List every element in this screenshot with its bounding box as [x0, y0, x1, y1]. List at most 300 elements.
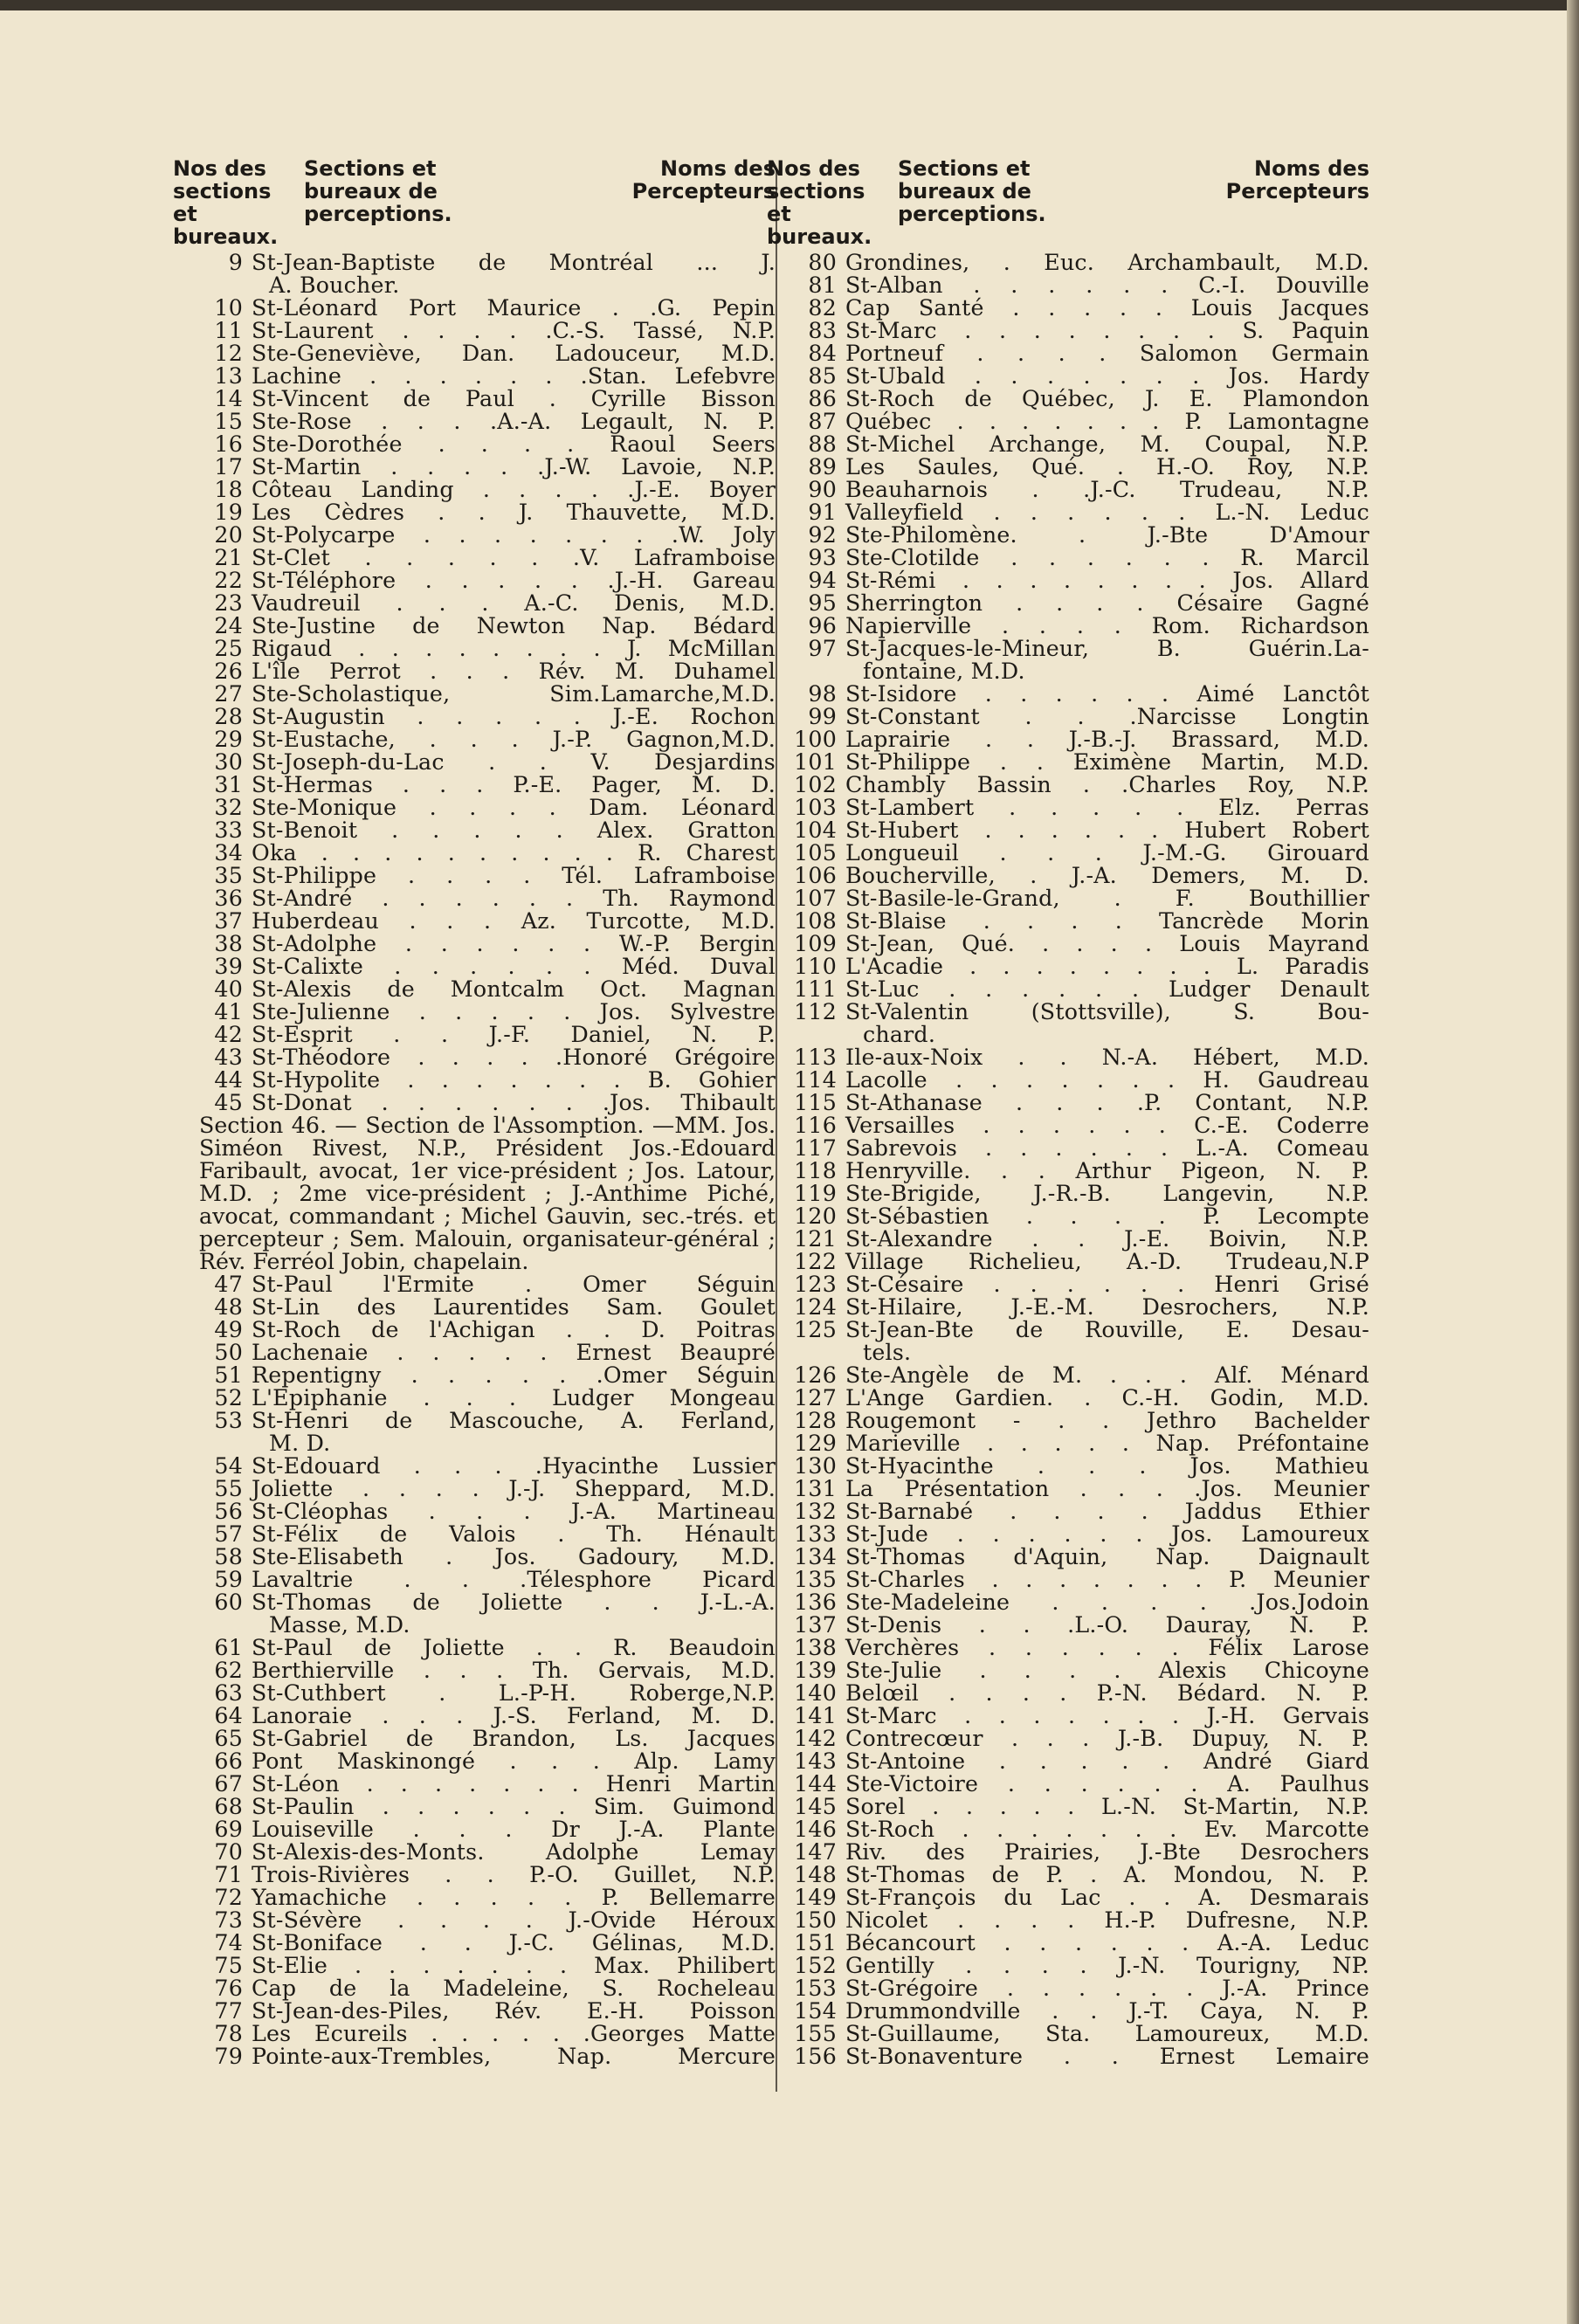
section-entry-text	[252, 1637, 776, 1659]
section-entry-text	[252, 819, 776, 842]
entry-main-text: St-Roch . . . . . . . Ev. Marcotte	[845, 1817, 1369, 1842]
entry-main-text: St-Clet . . . . . .V. Laframboise	[252, 545, 776, 570]
list-item	[793, 274, 1369, 297]
entry-main-text: Rougemont - . . Jethro Bachelder	[845, 1408, 1369, 1433]
section-number: 32	[214, 795, 243, 820]
entry-main-text: St-Jude . . . . . . Jos. Lamoureux	[845, 1521, 1369, 1547]
list-item	[199, 592, 776, 615]
entry-main-text: Sabrevois . . . . . . L.-A. Comeau	[845, 1135, 1369, 1161]
header-text: bureaux de	[304, 179, 438, 203]
list-item	[199, 615, 776, 638]
list-item	[793, 1569, 1369, 1591]
section-entry-text	[845, 615, 1369, 638]
list-item	[199, 1818, 776, 1841]
entry-main-text: St-Joseph-du-Lac . . V. Desjardins	[252, 749, 776, 775]
section-entry-text	[252, 569, 776, 592]
section-entry-text	[252, 774, 776, 797]
section-entry-text	[845, 1455, 1369, 1478]
section-entry-text	[845, 1364, 1369, 1387]
list-item	[199, 501, 776, 524]
entry-main-text: Lachine . . . . . . .Stan. Lefebvre	[252, 363, 776, 389]
section-number: 147	[794, 1839, 837, 1865]
entry-main-text: St-Bonaventure . . Ernest Lemaire	[845, 2044, 1369, 2069]
list-item	[793, 433, 1369, 456]
section-entry-text	[845, 1251, 1369, 1273]
list-item	[199, 1569, 776, 1591]
list-item	[793, 1614, 1369, 1637]
entry-main-text: Sorel . . . . . L.-N. St-Martin, N.P.	[845, 1794, 1369, 1819]
list-item	[199, 910, 776, 933]
list-item	[199, 1546, 776, 1569]
section-entry-text	[252, 1886, 776, 1909]
list-item	[199, 865, 776, 887]
list-item	[793, 819, 1369, 842]
list-item	[793, 751, 1369, 774]
entry-main-text: Verchères . . . . . . Félix Larose	[845, 1635, 1369, 1660]
section-number: 104	[794, 817, 837, 843]
section-number: 127	[794, 1385, 837, 1410]
list-item	[199, 1705, 776, 1727]
list-item	[793, 1705, 1369, 1727]
entry-main-text: Vaudreuil . . . A.-C. Denis, M.D.	[252, 590, 776, 616]
list-item	[793, 1205, 1369, 1228]
entry-main-text: Bécancourt . . . . . . A.-A. Leduc	[845, 1930, 1369, 1955]
entry-main-text: St-Esprit . . J.-F. Daniel, N. P.	[252, 1022, 776, 1047]
section-entry-text	[845, 1228, 1369, 1251]
section-number: 152	[794, 1953, 837, 1978]
section-entry-text	[845, 297, 1369, 320]
section-entry-text	[845, 1682, 1369, 1705]
list-item	[199, 1523, 776, 1546]
section-number: 155	[794, 2021, 837, 2046]
section-entry-text	[845, 365, 1369, 388]
section-number: 119	[794, 1181, 837, 1206]
entry-main-text: Trois-Rivières . . P.-O. Guillet, N.P.	[252, 1862, 776, 1887]
section-entry-text	[845, 1273, 1369, 1296]
entry-main-text: Ste-Monique . . . . Dam. Léonard	[252, 795, 776, 820]
section-entry-text	[252, 501, 776, 524]
list-item	[199, 1387, 776, 1410]
list-item	[793, 774, 1369, 797]
list-item	[793, 479, 1369, 501]
section-entry-text	[845, 1001, 1369, 1046]
section-entry-text	[845, 1977, 1369, 2000]
entry-main-text: St-Sévère . . . . J.-Ovide Héroux	[252, 1907, 776, 1933]
section-number: 79	[214, 2044, 243, 2069]
section-number: 49	[214, 1317, 243, 1342]
section-entry-text	[845, 683, 1369, 706]
section-number: 31	[214, 772, 243, 797]
section-entry-text	[845, 524, 1369, 547]
entry-main-text: Belœil . . . . P.-N. Bédard. N. P.	[845, 1680, 1369, 1706]
section-entry-text	[845, 774, 1369, 797]
header-sections	[898, 157, 1072, 225]
section-number: 17	[214, 454, 243, 479]
entry-main-text: L'Acadie . . . . . . . . L. Paradis	[845, 954, 1369, 979]
section-entry-text	[252, 1024, 776, 1046]
section-number: 40	[214, 976, 243, 1002]
list-item	[793, 1387, 1369, 1410]
section-number: 102	[794, 772, 837, 797]
entry-main-text: St-Philippe . . . . Tél. Laframboise	[252, 863, 776, 888]
entry-main-text: Marieville . . . . . Nap. Préfontaine	[845, 1431, 1369, 1456]
entry-main-text: St-Jean, Qué. . . . . Louis Mayrand	[845, 931, 1369, 956]
list-item	[793, 1432, 1369, 1455]
section-number: 14	[214, 386, 243, 411]
section-entry-text	[845, 501, 1369, 524]
section-number: 65	[214, 1726, 243, 1751]
section-number: 94	[808, 568, 837, 593]
section-entry-text	[845, 1818, 1369, 1841]
section-number: 115	[794, 1090, 837, 1115]
section-number: 106	[794, 863, 837, 888]
list-item	[793, 683, 1369, 706]
section-entry-text	[252, 1818, 776, 1841]
section-entry-text	[845, 819, 1369, 842]
entry-main-text: St-Edouard . . . .Hyacinthe Lussier	[252, 1453, 776, 1479]
list-item	[793, 1955, 1369, 1977]
header-section-numbers	[767, 157, 898, 248]
section-number: 9	[228, 250, 243, 275]
section-number: 122	[794, 1249, 837, 1274]
section-number: 143	[794, 1748, 837, 1774]
entry-main-text: Ile-aux-Noix . . N.-A. Hébert, M.D.	[845, 1045, 1369, 1070]
entry-main-text: St-Barnabé . . . . Jaddus Ethier	[845, 1499, 1369, 1524]
list-item	[199, 2045, 776, 2068]
entry-main-text: St-Isidore . . . . . . Aimé Lanctôt	[845, 681, 1369, 707]
right-column-header	[767, 156, 1369, 252]
section-number: 86	[808, 386, 837, 411]
list-item	[793, 547, 1369, 569]
list-item	[199, 1659, 776, 1682]
section-number: 33	[214, 817, 243, 843]
list-item	[793, 615, 1369, 638]
section-number: 121	[794, 1226, 837, 1252]
list-item	[199, 1682, 776, 1705]
entry-main-text: Ste-Dorothée . . . . Raoul Seers	[252, 431, 776, 457]
list-item	[199, 1069, 776, 1092]
list-item	[199, 842, 776, 865]
list-item	[793, 1841, 1369, 1864]
list-item	[793, 410, 1369, 433]
section-entry-text	[252, 1909, 776, 1932]
section-number: 101	[794, 749, 837, 775]
entry-main-text: St-Félix de Valois . Th. Hénault	[252, 1521, 776, 1547]
section-number: 68	[214, 1794, 243, 1819]
section-entry-text	[845, 751, 1369, 774]
entry-main-text: Sherrington . . . . Césaire Gagné	[845, 590, 1369, 616]
section-number: 23	[214, 590, 243, 616]
section-number: 93	[808, 545, 837, 570]
section-number: 111	[794, 976, 837, 1002]
section-number: 123	[794, 1272, 837, 1297]
entry-main-text: St-Laurent . . . . .C.-S. Tassé, N.P.	[252, 318, 776, 343]
section-entry-text	[845, 1319, 1369, 1364]
section-number: 112	[794, 999, 837, 1024]
entry-main-text: Versailles . . . . . . C.-E. Coderre	[845, 1113, 1369, 1138]
entry-main-text: St-Sébastien . . . . P. Lecompte	[845, 1203, 1369, 1229]
list-item	[793, 592, 1369, 615]
section-entry-text	[845, 1069, 1369, 1092]
list-item	[793, 1228, 1369, 1251]
section-number: 125	[794, 1317, 837, 1342]
list-item	[793, 1114, 1369, 1137]
section-entry-text	[252, 842, 776, 865]
section-number: 84	[808, 341, 837, 366]
section-number: 116	[794, 1113, 837, 1138]
entry-main-text: St-Charles . . . . . . . P. Meunier	[845, 1567, 1369, 1592]
list-item	[199, 547, 776, 569]
entry-main-text: St-Marc . . . . . . . . S. Paquin	[845, 318, 1369, 343]
list-item	[199, 978, 776, 1001]
list-item	[199, 1637, 776, 1659]
section-number: 78	[214, 2021, 243, 2046]
list-item	[793, 955, 1369, 978]
entry-main-text: St-Léon . . . . . . . Henri Martin	[252, 1771, 776, 1796]
section-number: 26	[214, 659, 243, 684]
section-entry-text	[845, 388, 1369, 410]
section-entry-text	[845, 1432, 1369, 1455]
header-text: perceptions.	[898, 202, 1046, 226]
entry-main-text: St-Antoine . . . . . André Giard	[845, 1748, 1369, 1774]
page-right-edge	[1567, 0, 1579, 2324]
entry-main-text: St-Constant . . .Narcisse Longtin	[845, 704, 1369, 729]
list-item	[199, 728, 776, 751]
entry-main-text: Yamachiche . . . . . P. Bellemarre	[252, 1885, 776, 1910]
section-entry-text	[845, 1546, 1369, 1569]
entry-main-text: St-André . . . . . . Th. Raymond	[252, 886, 776, 911]
list-item	[199, 1341, 776, 1364]
entry-main-text: Portneuf . . . . Salomon Germain	[845, 341, 1369, 366]
list-item	[793, 1682, 1369, 1705]
list-item	[793, 1001, 1369, 1046]
entry-main-text: St-Césaire . . . . . . Henri Grisé	[845, 1272, 1369, 1297]
list-item	[199, 1500, 776, 1523]
section-number: 20	[214, 522, 243, 548]
page-top-edge	[0, 0, 1579, 10]
section-number: 135	[794, 1567, 837, 1592]
list-item	[199, 1796, 776, 1818]
section-number: 35	[214, 863, 243, 888]
list-item	[199, 1319, 776, 1341]
section-entry-text	[252, 547, 776, 569]
section-number: 90	[808, 477, 837, 502]
section-number: 107	[794, 886, 837, 911]
list-item	[199, 410, 776, 433]
list-item	[199, 1977, 776, 2000]
entry-main-text: St-Calixte . . . . . . Méd. Duval	[252, 954, 776, 979]
list-item	[199, 456, 776, 479]
section-entry-text	[845, 1637, 1369, 1659]
list-item	[793, 910, 1369, 933]
section-number: 82	[808, 295, 837, 321]
entry-main-text: St-Alban . . . . . . C.-I. Douville	[845, 272, 1369, 298]
section-number: 27	[214, 681, 243, 707]
section-entry-text	[845, 592, 1369, 615]
section-entry-text	[252, 1069, 776, 1092]
entry-main-text: Repentigny . . . . . .Omer Séguin	[252, 1362, 776, 1388]
entry-main-text: Ste-Madeleine . . . . .Jos.Jodoin	[845, 1590, 1369, 1615]
section-entry-text	[252, 1796, 776, 1818]
section-number: 136	[794, 1590, 837, 1615]
section-entry-text	[845, 865, 1369, 887]
list-item	[199, 1864, 776, 1886]
entry-main-text: Lavaltrie . . .Télesphore Picard	[252, 1567, 776, 1592]
section-entry-text	[252, 320, 776, 342]
section-number: 59	[214, 1567, 243, 1592]
list-item	[199, 433, 776, 456]
section-number: 105	[794, 840, 837, 865]
section-number: 24	[214, 613, 243, 638]
entry-main-text: St-Alexis de Montcalm Oct. Magnan	[252, 976, 776, 1002]
section-number: 151	[794, 1930, 837, 1955]
entry-main-text: St-Henri de Mascouche, A. Ferland,	[252, 1408, 776, 1433]
entry-main-text: St-Eustache, . . . J.-P. Gagnon,M.D.	[252, 727, 776, 752]
entry-main-text: St-Lin des Laurentides Sam. Goulet	[252, 1294, 776, 1320]
section-number: 150	[794, 1907, 837, 1933]
section-number: 117	[794, 1135, 837, 1161]
list-item	[793, 797, 1369, 819]
list-item	[793, 865, 1369, 887]
entry-main-text: Chambly Bassin . .Charles Roy, N.P.	[845, 772, 1369, 797]
entry-continuation: chard.	[863, 1022, 936, 1047]
section-entry-text	[845, 728, 1369, 751]
entry-main-text: Ste-Brigide, J.-R.-B. Langevin, N.P.	[845, 1181, 1369, 1206]
section-entry-text	[252, 706, 776, 728]
section-entry-text	[845, 479, 1369, 501]
entry-main-text: St-Adolphe . . . . . . W.-P. Bergin	[252, 931, 776, 956]
header-collectors	[627, 157, 776, 203]
section-entry-text	[845, 1864, 1369, 1886]
list-item	[793, 1659, 1369, 1682]
section-entry-text	[252, 887, 776, 910]
header-text: et bureaux.	[173, 202, 279, 249]
section-number: 130	[794, 1453, 837, 1479]
entry-main-text: St-Valentin (Stottsville), S. Bou-	[845, 999, 1369, 1024]
section-entry-text	[845, 2023, 1369, 2045]
entry-main-text: Oka . . . . . . . . . . R. Charest	[252, 840, 776, 865]
section-number: 109	[794, 931, 837, 956]
entry-main-text: St-Donat . . . . . . .Jos. Thibault	[252, 1090, 776, 1115]
section-number: 50	[214, 1340, 243, 1365]
entry-main-text: Pointe-aux-Trembles, Nap. Mercure	[252, 2044, 776, 2069]
entry-main-text: Cap Santé . . . . . Louis Jacques	[845, 295, 1369, 321]
list-item	[199, 1296, 776, 1319]
list-item	[793, 1796, 1369, 1818]
left-entries	[199, 252, 776, 1114]
list-item	[793, 1750, 1369, 1773]
section-number: 76	[214, 1976, 243, 2001]
section-number: 11	[214, 318, 243, 343]
section-entry-text	[252, 1273, 776, 1296]
section-number: 153	[794, 1976, 837, 2001]
list-item	[199, 252, 776, 297]
header-text: sections	[173, 179, 272, 203]
section-number: 25	[214, 636, 243, 661]
entry-continuation: tels.	[863, 1340, 912, 1365]
entry-main-text: St-Basile-le-Grand, . F. Bouthillier	[845, 886, 1369, 911]
section-entry-text	[252, 2023, 776, 2045]
section-entry-text	[845, 1137, 1369, 1160]
list-item	[199, 797, 776, 819]
list-item	[199, 2000, 776, 2023]
section-entry-text	[252, 1932, 776, 1955]
entry-continuation: fontaine, M.D.	[863, 659, 1025, 684]
list-item	[793, 1637, 1369, 1659]
section-number: 128	[794, 1408, 837, 1433]
list-item	[793, 2023, 1369, 2045]
list-item	[793, 1046, 1369, 1069]
section-entry-text	[252, 592, 776, 615]
section-entry-text	[252, 660, 776, 683]
section-number: 85	[808, 363, 837, 389]
list-item	[793, 1160, 1369, 1183]
entry-main-text: Ste-Angèle de M. . . . Alf. Ménard	[845, 1362, 1369, 1388]
section-entry-text	[252, 297, 776, 320]
section-number: 52	[214, 1385, 243, 1410]
section-number: 74	[214, 1930, 243, 1955]
section-entry-text	[845, 320, 1369, 342]
section-number: 87	[808, 409, 837, 434]
list-item	[793, 1818, 1369, 1841]
section-entry-text	[252, 1319, 776, 1341]
section-entry-text	[252, 2000, 776, 2023]
entry-main-text: Ste-Julie . . . . Alexis Chicoyne	[845, 1658, 1369, 1683]
section-number: 64	[214, 1703, 243, 1728]
entry-main-text: St-Philippe . . Eximène Martin, M.D.	[845, 749, 1369, 775]
entry-main-text: St-Cléophas . . . J.-A. Martineau	[252, 1499, 776, 1524]
section-entry-text	[845, 252, 1369, 274]
list-item	[793, 706, 1369, 728]
entry-main-text: St-Jacques-le-Mineur, B. Guérin.La-	[845, 636, 1369, 661]
list-item	[793, 1364, 1369, 1387]
section-entry-text	[252, 1092, 776, 1114]
list-item	[199, 1591, 776, 1637]
entry-main-text: Ste-Elisabeth . Jos. Gadoury, M.D.	[252, 1544, 776, 1569]
entry-main-text: Gentilly . . . . J.-N. Tourigny, NP.	[845, 1953, 1369, 1978]
list-item	[199, 1478, 776, 1500]
entry-main-text: St-Guillaume, Sta. Lamoureux, M.D.	[845, 2021, 1369, 2046]
section-entry-text	[845, 1659, 1369, 1682]
entry-main-text: Louiseville . . . Dr J.-A. Plante	[252, 1817, 776, 1842]
entry-main-text: Drummondville . . J.-T. Caya, N. P.	[845, 1998, 1369, 2024]
section-number: 80	[808, 250, 837, 275]
section-number: 19	[214, 500, 243, 525]
section-entry-text	[845, 933, 1369, 955]
section-entry-text	[252, 342, 776, 365]
list-item	[199, 1092, 776, 1114]
header-section-numbers	[173, 157, 304, 248]
list-item	[793, 1296, 1369, 1319]
section-46-paragraph	[173, 1114, 776, 1273]
entry-main-text: Pont Maskinongé . . . Alp. Lamy	[252, 1748, 776, 1774]
list-item	[199, 1909, 776, 1932]
entry-main-text: Napierville . . . . Rom. Richardson	[845, 613, 1369, 638]
section-entry-text	[252, 479, 776, 501]
entry-main-text: Les Ecureils . . . . . .Georges Matte	[252, 2021, 776, 2046]
section-number: 126	[794, 1362, 837, 1388]
entry-main-text: St-Téléphore . . . . . .J.-H. Gareau	[252, 568, 776, 593]
header-sections	[304, 157, 479, 225]
section-entry-text	[252, 1410, 776, 1455]
section-number: 43	[214, 1045, 243, 1070]
section-entry-text	[845, 1773, 1369, 1796]
list-item	[793, 1410, 1369, 1432]
list-item	[793, 320, 1369, 342]
list-item	[199, 751, 776, 774]
entry-main-text: Rigaud . . . . . . . . J. McMillan	[252, 636, 776, 661]
section-entry-text	[845, 1909, 1369, 1932]
